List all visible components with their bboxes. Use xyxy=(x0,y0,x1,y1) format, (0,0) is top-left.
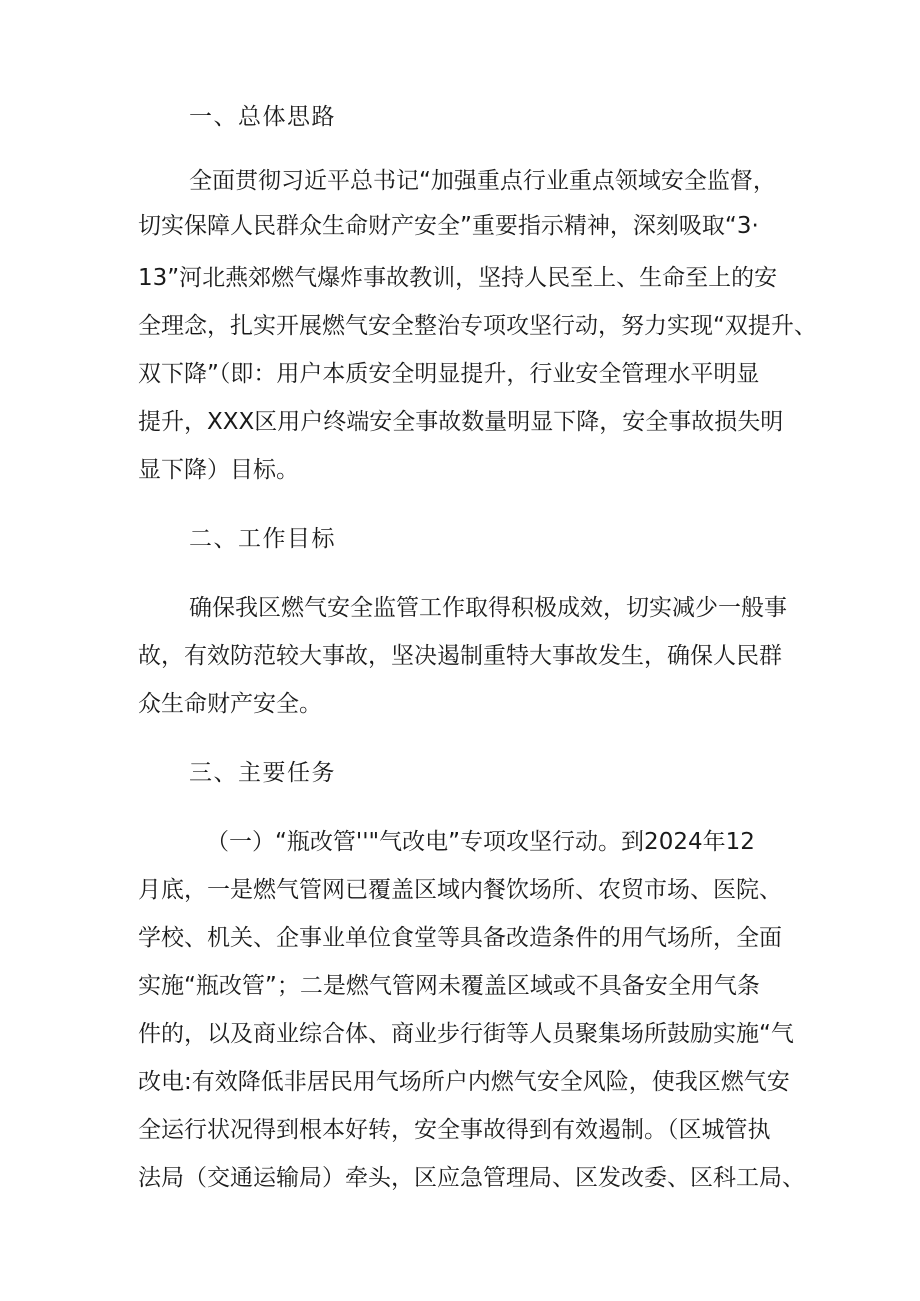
paragraph-line: 双下降”（即：用户本质安全明显提升，行业安全管理水平明显 xyxy=(138,361,760,387)
section-heading-overall-approach: 一、总体思路 xyxy=(189,104,336,130)
paragraph-line: 学校、机关、企事业单位食堂等具备改造条件的用气场所，全面 xyxy=(138,925,782,951)
paragraph-line: （一）“瓶改管''"气改电”专项攻坚行动。到2024年12 xyxy=(206,829,755,855)
paragraph-line: 全理念，扎实开展燃气安全整治专项攻坚行动，努力实现“双提升、 xyxy=(138,313,817,339)
paragraph-line: 故，有效防范较大事故，坚决遏制重特大事故发生，确保人民群 xyxy=(138,643,782,669)
section-heading-main-tasks: 三、主要任务 xyxy=(189,760,336,786)
paragraph-line: 切实保障人民群众生命财产安全”重要指示精神，深刻吸取“3· xyxy=(138,213,759,239)
paragraph-line: 实施“瓶改管”；二是燃气管网未覆盖区域或不具备安全用气条 xyxy=(138,973,760,999)
section-heading-work-goals: 二、工作目标 xyxy=(189,526,336,552)
paragraph-line: 13”河北燕郊燃气爆炸事故教训，坚持人民至上、生命至上的安 xyxy=(138,265,778,291)
paragraph-line: 月底，一是燃气管网已覆盖区域内餐饮场所、农贸市场、医院、 xyxy=(138,877,782,903)
paragraph-line: 全面贯彻习近平总书记“加强重点行业重点领域安全监督， xyxy=(189,168,776,194)
paragraph-line: 确保我区燃气安全监管工作取得积极成效，切实减少一般事 xyxy=(189,595,787,621)
paragraph-line: 众生命财产安全。 xyxy=(138,691,322,717)
paragraph-line: 全运行状况得到根本好转，安全事故得到有效遏制。（区城管执 xyxy=(138,1117,771,1143)
paragraph-line: 件的，以及商业综合体、商业步行街等人员聚集场所鼓励实施“气 xyxy=(138,1021,794,1047)
paragraph-line: 法局（交通运输局）牵头，区应急管理局、区发改委、区科工局、 xyxy=(138,1165,805,1191)
paragraph-line: 改电:有效降低非居民用气场所户内燃气安全风险，使我区燃气安 xyxy=(138,1069,790,1095)
paragraph-line: 显下降）目标。 xyxy=(138,457,299,483)
paragraph-line: 提升，XXX区用户终端安全事故数量明显下降，安全事故损失明 xyxy=(138,409,784,435)
